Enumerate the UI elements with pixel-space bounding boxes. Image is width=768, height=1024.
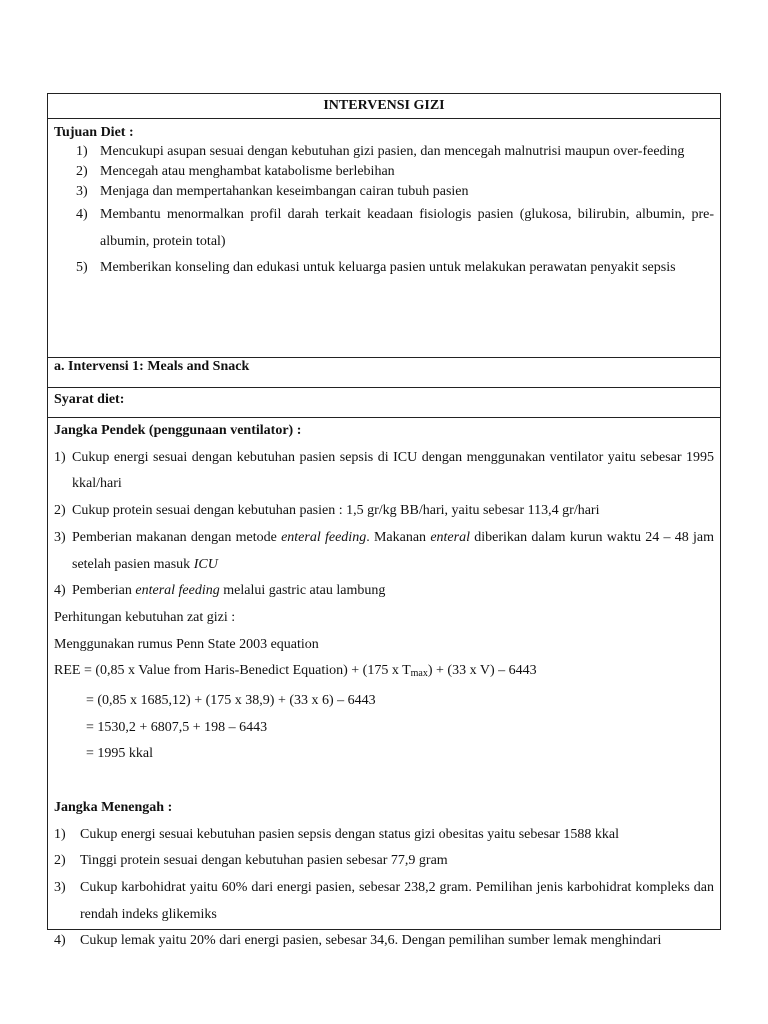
item-text: Pemberian [72,583,136,599]
item-text: Cukup protein sesuai dengan kebutuhan pasien : 1,5 gr/kg BB/hari, yaitu sebesar 113,4 gr/hari [72,503,600,519]
item-text-italic: enteral [430,529,470,545]
short-term-heading: Jangka Pendek (penggunaan ventilator) : [54,423,302,438]
goal-item [54,202,714,255]
calc-intro: Perhitungan kebutuhan zat gizi : [54,609,236,625]
item-num: 4) [54,933,66,949]
item-num: 2) [54,503,66,519]
short-term-item [54,525,714,578]
formula-subscript: max [410,668,428,680]
intervention-label-row [48,358,720,388]
goal-item [54,182,714,202]
item-num: 2) [54,853,66,869]
short-term-item [54,498,714,525]
short-term-item [54,578,714,605]
formula-part: REE = (0,85 x Value from Haris-Benedict Equation) + (175 x T [54,663,411,679]
formula-part: ) + (33 x V) – 6443 [427,663,537,679]
mid-term-item [54,928,714,955]
item-text: diberikan dalam kurun waktu 24 – 48 jam setelah pasien masuk [72,529,714,572]
requirements-body [48,418,720,955]
item-num: 3) [54,529,66,545]
ree-formula [54,658,714,688]
goal-num: 5) [76,260,88,275]
item-num: 1) [54,449,66,465]
title-text: INTERVENSI GIZI [323,98,445,113]
item-text: . Makanan [366,529,431,545]
goals-heading: Tujuan Diet : [54,125,134,140]
intervention-table [47,93,721,949]
goal-num: 2) [76,164,88,179]
goal-text: Mencukupi asupan sesuai dengan kebutuhan gizi pasien, dan mencegah malnutrisi maupun over-feeding [100,144,685,159]
item-num: 1) [54,826,66,842]
item-num: 3) [54,879,66,895]
goal-text: Mencegah atau menghambat katabolisme berlebihan [100,164,395,179]
item-num: 4) [54,583,66,599]
diet-goals-section [48,119,720,358]
goal-item [54,142,714,162]
table-title [48,94,720,119]
item-text: Tinggi protein sesuai dengan kebutuhan pasien sebesar 77,9 gram [80,853,448,869]
goal-num: 4) [76,207,88,222]
diet-requirements-row [48,388,720,418]
item-text-italic: enteral feeding [281,529,367,545]
mid-term-item [54,875,714,928]
goal-num: 1) [76,144,88,159]
item-text: Pemberian makanan dengan metode [72,529,282,545]
short-term-item [54,445,714,498]
goal-text: Memberikan konseling dan edukasi untuk keluarga pasien untuk melakukan perawatan penyakit sepsis [100,260,676,275]
item-text: Cukup energi sesuai dengan kebutuhan pasien sepsis di ICU dengan menggunakan ventilator yaitu sebesar 1995 kkal/hari [72,449,714,492]
mid-term-item [54,848,714,875]
goal-item [54,162,714,182]
item-text-italic: ICU [193,556,218,572]
requirements-label: Syarat diet: [54,392,125,407]
item-text-italic: enteral feeding [135,583,220,599]
formula-name: Menggunakan rumus Penn State 2003 equation [54,636,319,652]
item-text: Cukup lemak yaitu 20% dari energi pasien, sebesar 34,6. Dengan pemilihan sumber lemak menghindari [80,933,662,949]
intervention-label: a. Intervensi 1: Meals and Snack [54,359,250,374]
goal-num: 3) [76,184,88,199]
calc-step: = (0,85 x 1685,12) + (175 x 38,9) + (33 x 6) – 6443 [86,693,376,709]
mid-term-item [54,822,714,849]
item-text: melalui gastric atau lambung [219,583,386,599]
calc-result: = 1995 kkal [86,746,153,762]
goal-text: Menjaga dan mempertahankan keseimbangan cairan tubuh pasien [100,184,469,199]
goal-item [54,255,714,282]
item-text: Cukup energi sesuai kebutuhan pasien sepsis dengan status gizi obesitas yaitu sebesar 1588 kkal [80,826,620,842]
mid-term-heading: Jangka Menengah : [54,799,173,815]
spacer [54,768,714,795]
item-text: Cukup karbohidrat yaitu 60% dari energi pasien, sebesar 238,2 gram. Pemilihan jenis karbohidrat kompleks dan rendah indeks glikemiks [80,879,714,922]
goal-text: Membantu menormalkan profil darah terkait keadaan fisiologis pasien (glukosa, bilirubin, albumin, pre-albumin, protein total) [100,207,714,249]
calc-step: = 1530,2 + 6807,5 + 198 – 6443 [86,719,268,735]
